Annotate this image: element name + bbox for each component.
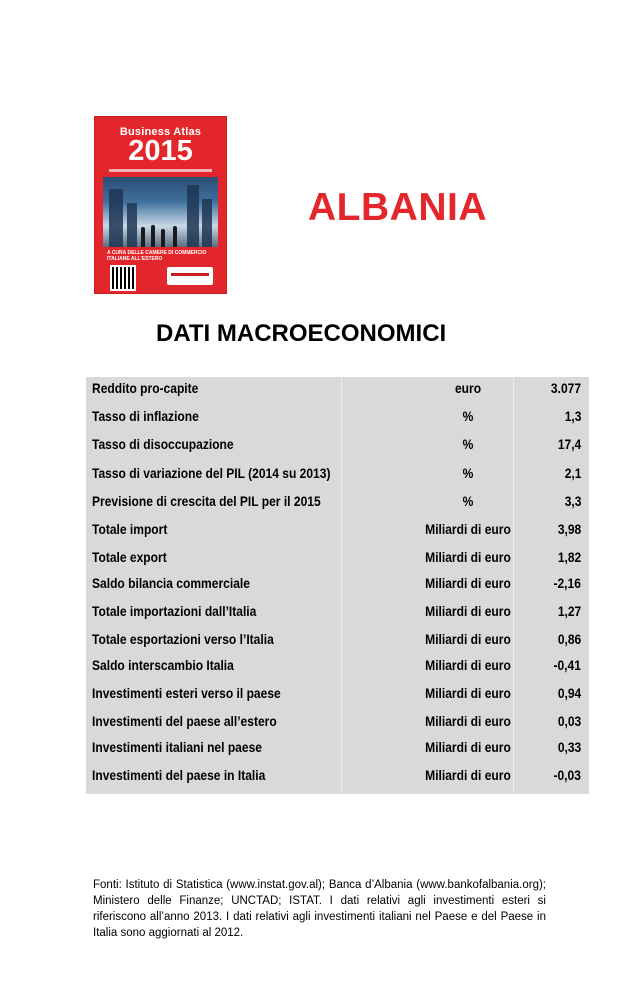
row-unit: % — [462, 465, 474, 481]
row-unit: Miliardi di euro — [425, 575, 511, 591]
row-value: 3.077 — [550, 380, 581, 396]
row-value: 0,33 — [557, 739, 581, 755]
row-unit: % — [462, 408, 474, 424]
row-unit: Miliardi di euro — [425, 549, 511, 565]
qr-code-icon — [110, 265, 136, 291]
row-value: 3,98 — [557, 521, 581, 537]
row-value: 1,82 — [557, 549, 581, 565]
cover-title: Business Atlas — [119, 126, 202, 138]
table-row — [86, 377, 589, 401]
table-row — [86, 405, 589, 429]
cover-photo — [103, 177, 218, 247]
cover-subtitle-strip — [109, 169, 212, 172]
row-value: -2,16 — [553, 575, 581, 591]
table-row — [86, 736, 589, 760]
row-unit: Miliardi di euro — [425, 631, 511, 647]
row-unit: % — [462, 493, 474, 509]
row-unit: % — [462, 436, 474, 452]
row-unit: Miliardi di euro — [425, 739, 511, 755]
row-unit: Miliardi di euro — [425, 657, 511, 673]
table-row — [86, 572, 589, 596]
row-label: Totale importazioni dall’Italia — [92, 603, 257, 619]
table-row — [86, 546, 589, 570]
table-row — [86, 433, 589, 457]
row-label: Tasso di disoccupazione — [92, 436, 234, 452]
row-value: 1,27 — [557, 603, 581, 619]
row-value: 1,3 — [564, 408, 581, 424]
cover-image — [95, 117, 226, 293]
row-unit: Miliardi di euro — [425, 685, 511, 701]
row-value: 3,3 — [564, 493, 581, 509]
table-row — [86, 600, 589, 624]
row-label: Saldo bilancia commerciale — [92, 575, 250, 591]
row-label: Totale esportazioni verso l’Italia — [92, 631, 274, 647]
table-row — [86, 682, 589, 706]
macro-table — [86, 377, 589, 794]
table-row — [86, 518, 589, 542]
row-value: -0,03 — [553, 767, 581, 783]
row-label: Totale export — [92, 549, 167, 565]
sources-footnote: Fonti: Istituto di Statistica (www.instat.gov.al); Banca d’Albania (www.bankofalbania.org); Ministero delle Finanze; UNCTAD; ISTAT. I dati relativi agli investimenti esteri si riferiscono all’anno 2013. I dati relativi agli investimenti italiani nel Paese e del Paese in Italia sono aggiornati al 2012. — [93, 879, 546, 939]
table-row — [86, 710, 589, 734]
cover-tagline: A CURA DELLE CAMERE DI COMMERCIO ITALIANE ALL'ESTERO — [107, 250, 207, 262]
row-label: Totale import — [92, 521, 168, 537]
row-label: Investimenti del paese all’estero — [92, 713, 277, 729]
row-value: 17,4 — [557, 436, 581, 452]
cover-logo — [167, 267, 213, 285]
row-label: Saldo interscambio Italia — [92, 657, 234, 673]
table-row — [86, 764, 589, 788]
table-row — [86, 462, 589, 486]
table-row — [86, 654, 589, 678]
row-label: Investimenti italiani nel paese — [92, 739, 262, 755]
row-unit: Miliardi di euro — [425, 767, 511, 783]
row-label: Tasso di variazione del PIL (2014 su 2013) — [92, 465, 331, 481]
row-value: 2,1 — [564, 465, 581, 481]
country-title: ALBANIA — [308, 186, 487, 229]
row-unit: Miliardi di euro — [425, 713, 511, 729]
row-value: 0,03 — [557, 713, 581, 729]
row-value: 0,86 — [557, 631, 581, 647]
table-row — [86, 628, 589, 652]
row-unit: euro — [454, 380, 482, 396]
row-unit: Miliardi di euro — [425, 521, 511, 537]
row-label: Investimenti esteri verso il paese — [92, 685, 281, 701]
row-label: Previsione di crescita del PIL per il 2015 — [92, 493, 321, 509]
row-label: Tasso di inflazione — [92, 408, 199, 424]
row-label: Reddito pro-capite — [92, 380, 199, 396]
table-row — [86, 490, 589, 514]
cover-year: 2015 — [128, 135, 193, 167]
row-label: Investimenti del paese in Italia — [92, 767, 266, 783]
row-value: -0,41 — [553, 657, 581, 673]
section-title: DATI MACROECONOMICI — [156, 320, 447, 347]
row-unit: Miliardi di euro — [425, 603, 511, 619]
row-value: 0,94 — [557, 685, 581, 701]
